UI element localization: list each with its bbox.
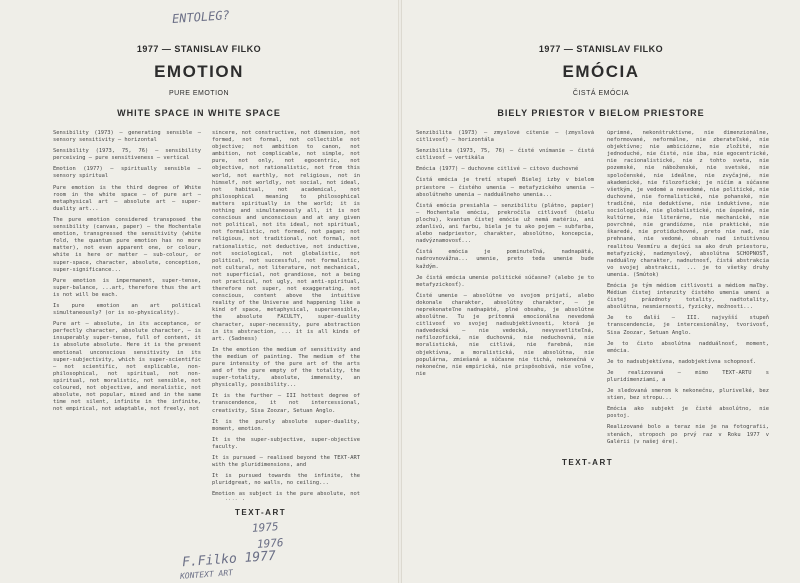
paragraph: It is pursued towards the infinite, the pluridgreat, no walls, no ceiling...	[212, 473, 360, 487]
left-subtitle: PURE EMOTION	[168, 90, 230, 97]
paragraph: Čistá emócia presiahla — senzibilitu (plátno, papier) — Hochentale emóciu, prekročila citlivosť (bielu plochu), kvantum čistej emócie už nemá matériu, ani zdanlivú, ani farbu, biela je tu ako pojem — subfarba, alebo nadpriestor, charakter, absolútno, koncepcia, nadvýznamovosť...	[416, 202, 594, 245]
handwritten-year-1975: 1975	[251, 520, 279, 535]
paragraph: Pure emotion is the third degree of White room in the white space — of pure art — metaphysical art — absolute art — super-duality art...	[53, 184, 201, 212]
left-title-wrap	[0, 62, 398, 82]
paragraph: Čistá emócia je pominuteľná, nadnapätá, nadrovnovážna... umenie, preto teda umenie bude každým.	[416, 249, 594, 270]
right-title-wrap	[402, 62, 800, 82]
paragraph: Je to ďalší — III. najvyšší stupeň transcendencie, je intercesionálny, tvorivosť, Sisa Zoozar, Setuan Anglo.	[607, 315, 769, 336]
handwritten-top-note: ENTOLEG?	[171, 8, 231, 26]
paragraph: Pure emotion is impermanent, super-tense, super-balance, ...art, therefore thus the art is not will be each.	[53, 277, 201, 298]
paragraph: Emócia (1977) — duchovne citlivé — citovo duchovné	[416, 166, 579, 173]
left-column-1	[53, 130, 201, 535]
paragraph: Emócia ako subjekt je čisté absolútno, nie postoj.	[607, 406, 769, 420]
paragraph: Je to nadsubjektívna, nadobjektívna schopnosť.	[607, 358, 757, 365]
right-subtitle2-wrap	[402, 108, 800, 118]
paragraph: Pure art — absolute, in its acceptance, or perfectly character, absolute character, — is insuperably super-tense, full of content, it is absolute absolute. Here it is the present emotional unconscious sensitivity in its super-subjectivity, which is super-scientific — not scientific, not explicable, non-philosophical, not spiritual, not non-spiritual, not moralistic, not sensible, not coloured, not objective, and moralistic, not absolute, not popular, mixed and in the same time not silent, infinite in the infinite, not empirical, not adaptable, not freely, not	[53, 321, 201, 413]
paragraph: Je to čisto absolútna nadduálnosť, moment, emócia.	[607, 340, 769, 354]
paragraph: Emócia je tým médiom citlivosti a médiom maľby. Médium čistej intenzity čistého umenia umení a čistej prázdnoty totality, nadtotality, absolútna, nesmiernosti, fyzicky, možnosti...	[607, 282, 769, 311]
paragraph: It is the purely absolute super-duality, moment, emotion.	[212, 418, 360, 432]
right-subtitle2: BIELY PRIESTOR V BIELOM PRIESTORE	[497, 108, 705, 118]
right-column-2	[607, 130, 769, 505]
paragraph: In the emotion the medium of sensitivity and the medium of painting. The medium of the pure intensity of the pure art of the arts and of the pure empty of the totality, the super-totality, absolute, immensity, an physically, possibility...	[212, 346, 360, 389]
handwritten-stamp: KONTEXT ART	[179, 568, 234, 581]
paragraph: Sensibility (1973) — generating sensible — sensory sensitivity — horizontal	[53, 130, 201, 144]
right-header	[402, 44, 800, 54]
paragraph: úprimné, nekonštruktívne, nie dimenzionálne, neformované, neformálne, nie zberateľské, nie objektívne; nie ambiciózne, nie zložité, nie jednoduché, nie čisté, nie iba, nie egocentrické, nie racionalistické, nie z tohto sveta, nie pozemské, nie náboženské, nie svetské, nie spoločenské, nie ideálne, nie zvyčajné, nie akademické, nie filozofické; je ničím a súčasne všetkým, je vedomé a nevedomé, nie politické, nie duchovné, nie formalistické, nie pohanské, nie tradičné, nie deduktívne, nie induktívne, nie sociologické, nie globalistické, nie úspešné, nie kultúrne, nie literárne, nie mechanické, nie povrchné, nie grandiózne, nie praktické, nie škaredé, nie protiduchovné, preto nie nad, nie prehnané, nie vedomé, obsah nad intuitívnou realitou Vesmíru a dejúci sa ako druh priestoru, metafyzický, nadzmyslový, absolútna SCHOPNOSŤ, nadduálny charakter, nadnutnosť, čistá abstrakcia vo svojej abstrakcii, ... je to všetky druhy umenia. (Smútok)	[607, 130, 769, 278]
left-subtitle-wrap	[0, 90, 398, 97]
paragraph: Je realizovaná — mimo TEXT-ARTU s pluridimenziami, a	[607, 369, 769, 383]
left-column-2	[212, 130, 360, 500]
paragraph: The pure emotion considered transposed the sensibility (canvas, paper) — the Hochentale emotion, transgressed the sensitivity (white fold, the quantum pure emotion has no more matter), not even apparent one, or colour, white is here or matter — sub-colour, or super-space, character, absolute, conception, super-significance...	[53, 216, 201, 273]
paragraph: It is the super-subjective, super-objective faculty.	[212, 436, 360, 450]
paragraph: Je čistá emócia umenie politické súčasne? (alebo je to metafyzickosť).	[416, 274, 594, 288]
paragraph: Čistá emócia je tretí stupeň Bielej izby v bielom priestore — čistého umenia — metafyzického umenia — absolútneho umenia — nadduálneho umenia...	[416, 177, 594, 198]
right-subtitle: ČISTÁ EMÓCIA	[572, 90, 630, 97]
paragraph: Je sledovaná smerom k nekonečnu, plurivelké, bez stien, bez stropu...	[607, 388, 769, 402]
paragraph: Is pure emotion an art political simultaneously? (or is so-physicality).	[53, 302, 201, 317]
left-title: EMOTION	[154, 62, 244, 81]
right-subtitle-wrap	[402, 90, 800, 97]
paragraph: sincere, not constructive, not dimension, not formed, not formal, not collectible not objective; not ambition to canon, not ambition, not complicable, not simple, not pure, not only, not egocentric, not objective, not rationalistic, not from this world, not earthly, not religious, not in himself, not worldly, not social, not ideal, not habitual, not academical, not philosophical meaning to philosophical matters spiritually in the world; it is nothing and simultaneously all, it is not conscious and unconscious and at any given not political, not its ideal, not spiritual, not formalistic, not formed, not pagan; not religious, not traditional, not formal, not rationalistic, not deductive, not inductive, not sociological, not globalistic, not political, not successful, not formalistic, not cultural, not literature, not mechanical, not superficial, not grandiose, not a being not practical, not ugly, not anti-spiritual, therefore not super, not exaggerating, not conscious, content above the intuitive reality of the Universe and happening like a kind of space, metaphysical, supersensible, the absolute FACULTY, super-duality character, super-necessity, pure abstraction in its abstraction, ... it is all kinds of art. (Sadness)	[212, 130, 360, 342]
paragraph: Čisté umenie — absolútne vo svojom prijatí, alebo dokonale charakter, absolútny charakter, — je neprekonateľne nadnapäté, plné obsahu, je absolútne absolútne. Tu je prítomná emocionálna nevedomá citlivosť vo svojej nadsubjektívnosti, ktorá je nadvedecká — nie vedecká, nevysvetliteľná, nefilozofická, nie duchovná, nie neduchovná, nie moralistická, nie citlivá, nie farebná, nie objektívna, a moralistická, nie absolútna, nie populárna, zmiešaná a súčasne nie tichá, nekonečná v nekonečne, nie empirická, nie prispôsobivá, nie voľne, nie	[416, 292, 594, 377]
left-header	[0, 44, 398, 54]
paragraph: Realizované bolo a teraz nie je na fotografii, stenách, stropoch po prvý raz v Roku 1977 v Galérii (v našej ére).	[607, 424, 769, 445]
left-year-author: 1977 — STANISLAV FILKO	[136, 44, 262, 54]
handwritten-signature: F.Filko 1977	[181, 548, 277, 571]
handwritten-year-1976: 1976	[256, 536, 284, 551]
left-footer-text-art: TEXT-ART	[235, 508, 287, 517]
paragraph: It is the further — III hottest degree of transcendence, it not intercessional, creativity, Sisa Zoozar, Setuan Anglo.	[212, 393, 360, 414]
right-column-1	[416, 130, 594, 460]
paragraph: Sensibility (1973, 75, 76) — sensibility perceiving — pure sensitiveness — vertical	[53, 148, 201, 162]
right-footer-text-art: TEXT-ART	[562, 458, 614, 467]
paragraph: It is pursued — realised beyond the TEXT-ART with the pluridimensions, and	[212, 455, 360, 469]
left-subtitle2: WHITE SPACE IN WHITE SPACE	[117, 108, 281, 118]
right-title: EMÓCIA	[562, 62, 640, 81]
left-subtitle2-wrap	[0, 108, 398, 118]
left-page	[0, 0, 398, 583]
paragraph: Emotion (1977) — spiritually sensible — sensory spiritual	[53, 166, 201, 180]
right-year-author: 1977 — STANISLAV FILKO	[538, 44, 664, 54]
paragraph: Emotion as subject is the pure absolute, not	[212, 491, 360, 498]
paragraph: Senzibilita (1973) — zmyslové cítenie — (zmyslová citlivosť) — horizontála	[416, 130, 594, 144]
right-page	[402, 0, 800, 583]
paragraph: Senzibilita (1973, 75, 76) — čisté vnímanie — čistá citlivosť — vertikála	[416, 148, 594, 162]
